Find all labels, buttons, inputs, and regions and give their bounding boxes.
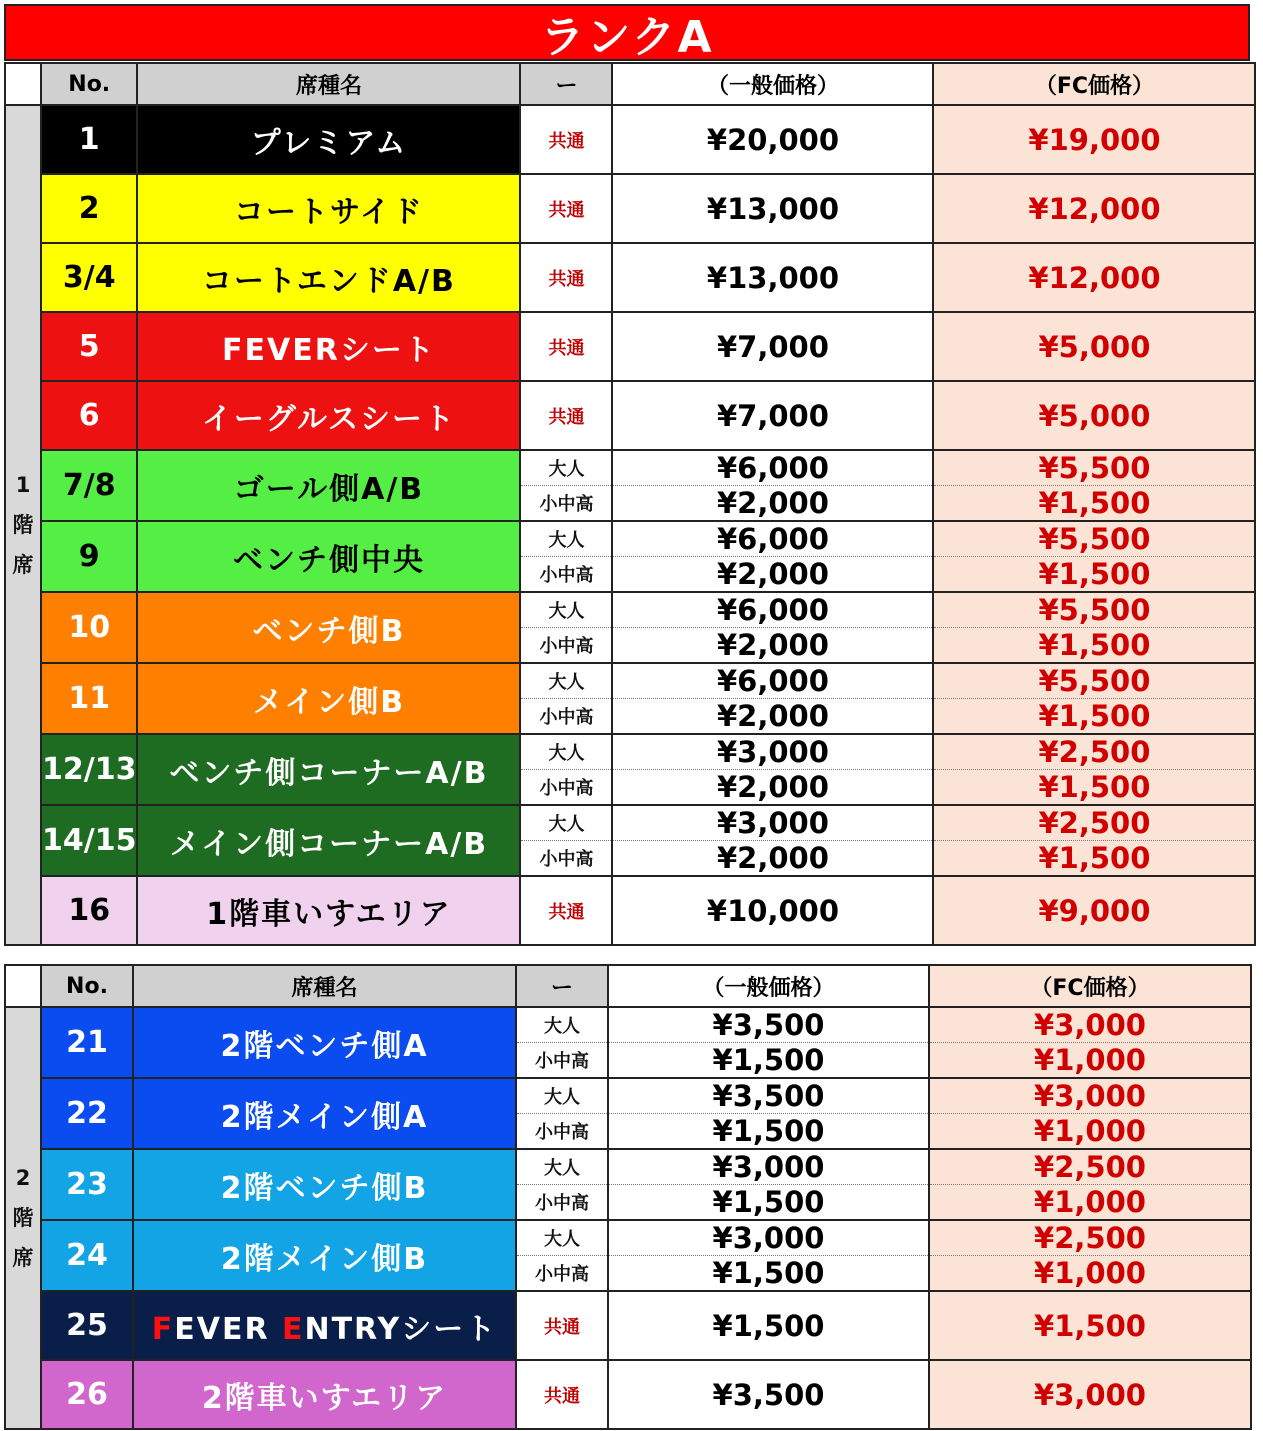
ticket-type: 小中高 bbox=[520, 628, 612, 664]
fc-price: ¥3,000 bbox=[929, 1078, 1251, 1114]
general-price: ¥3,000 bbox=[612, 805, 933, 841]
header-general-price: （一般価格） bbox=[608, 965, 929, 1007]
seat-number: 14/15 bbox=[41, 805, 137, 876]
floor-label-char: 階 bbox=[12, 1206, 34, 1230]
seat-number: 21 bbox=[41, 1007, 133, 1078]
seat-name-part: EVER bbox=[174, 1311, 282, 1347]
ticket-type: 大人 bbox=[520, 663, 612, 699]
ticket-type: 大人 bbox=[516, 1220, 608, 1256]
header-seat-name: 席種名 bbox=[133, 965, 516, 1007]
seat-number: 2 bbox=[41, 174, 137, 243]
ticket-type: 共通 bbox=[520, 876, 612, 945]
table-row bbox=[5, 381, 1255, 450]
ticket-type: 大人 bbox=[520, 450, 612, 486]
ticket-type: 共通 bbox=[516, 1360, 608, 1429]
seat-name: ベンチ側コーナーA/B bbox=[137, 734, 520, 805]
seat-number: 12/13 bbox=[41, 734, 137, 805]
fc-price: ¥1,000 bbox=[929, 1043, 1251, 1079]
ticket-type: 大人 bbox=[520, 805, 612, 841]
fc-price: ¥1,500 bbox=[933, 841, 1255, 877]
fc-price: ¥5,000 bbox=[933, 381, 1255, 450]
general-price: ¥1,500 bbox=[608, 1256, 929, 1292]
seat-name: 2階メイン側A bbox=[133, 1078, 516, 1149]
floor-label-char: 1 bbox=[15, 473, 31, 497]
table-row bbox=[5, 450, 1255, 486]
general-price: ¥6,000 bbox=[612, 592, 933, 628]
table-row bbox=[5, 1291, 1251, 1360]
fc-price: ¥1,000 bbox=[929, 1256, 1251, 1292]
fc-price: ¥2,500 bbox=[929, 1149, 1251, 1185]
fc-price: ¥1,000 bbox=[929, 1185, 1251, 1221]
ticket-type: 小中高 bbox=[520, 486, 612, 522]
fc-price: ¥1,500 bbox=[933, 628, 1255, 664]
seat-name: プレミアム bbox=[137, 105, 520, 174]
fc-price: ¥2,500 bbox=[929, 1220, 1251, 1256]
table-row bbox=[5, 805, 1255, 841]
fc-price: ¥12,000 bbox=[933, 243, 1255, 312]
header-no: No. bbox=[41, 965, 133, 1007]
seat-name: ベンチ側B bbox=[137, 592, 520, 663]
ticket-type: 小中高 bbox=[516, 1256, 608, 1292]
table-header-row bbox=[5, 965, 1251, 1007]
fc-price: ¥12,000 bbox=[933, 174, 1255, 243]
ticket-type: 大人 bbox=[520, 734, 612, 770]
general-price: ¥1,500 bbox=[608, 1291, 929, 1360]
seat-name: メイン側B bbox=[137, 663, 520, 734]
table-row bbox=[5, 312, 1255, 381]
seat-name: イーグルスシート bbox=[137, 381, 520, 450]
header-general-price: （一般価格） bbox=[612, 63, 933, 105]
seat-number: 5 bbox=[41, 312, 137, 381]
fc-price: ¥5,000 bbox=[933, 312, 1255, 381]
table-row bbox=[5, 1078, 1251, 1114]
floor-label-char: 席 bbox=[12, 553, 34, 577]
fc-price: ¥5,500 bbox=[933, 521, 1255, 557]
table-header-row bbox=[5, 63, 1255, 105]
fc-price: ¥19,000 bbox=[933, 105, 1255, 174]
header-type: ー bbox=[520, 63, 612, 105]
floor-label-char: 席 bbox=[12, 1246, 34, 1270]
header-type: ー bbox=[516, 965, 608, 1007]
seat-name: 2階メイン側B bbox=[133, 1220, 516, 1291]
page-title: ランクA bbox=[4, 4, 1250, 61]
seat-number: 10 bbox=[41, 592, 137, 663]
seat-number: 9 bbox=[41, 521, 137, 592]
seat-number: 1 bbox=[41, 105, 137, 174]
table-row bbox=[5, 1007, 1251, 1043]
seat-name: コートエンドA/B bbox=[137, 243, 520, 312]
general-price: ¥20,000 bbox=[612, 105, 933, 174]
table-row bbox=[5, 592, 1255, 628]
table-row bbox=[5, 521, 1255, 557]
ticket-type: 小中高 bbox=[520, 699, 612, 735]
seat-name bbox=[133, 1291, 516, 1360]
fc-price: ¥5,500 bbox=[933, 450, 1255, 486]
fc-price: ¥2,500 bbox=[933, 734, 1255, 770]
floor-label-char: 階 bbox=[12, 513, 34, 537]
general-price: ¥2,000 bbox=[612, 699, 933, 735]
ticket-type: 共通 bbox=[520, 105, 612, 174]
seat-name: FEVERシート bbox=[137, 312, 520, 381]
seat-number: 7/8 bbox=[41, 450, 137, 521]
ticket-type: 大人 bbox=[520, 521, 612, 557]
table-row bbox=[5, 663, 1255, 699]
price-table-floor2 bbox=[4, 964, 1252, 1430]
ticket-type: 大人 bbox=[520, 592, 612, 628]
general-price: ¥2,000 bbox=[612, 841, 933, 877]
seat-name: ベンチ側中央 bbox=[137, 521, 520, 592]
price-table-floor1 bbox=[4, 62, 1256, 946]
seat-name: 1階車いすエリア bbox=[137, 876, 520, 945]
general-price: ¥1,500 bbox=[608, 1114, 929, 1150]
table-row bbox=[5, 243, 1255, 312]
general-price: ¥2,000 bbox=[612, 770, 933, 806]
ticket-type: 共通 bbox=[520, 312, 612, 381]
general-price: ¥7,000 bbox=[612, 312, 933, 381]
general-price: ¥2,000 bbox=[612, 628, 933, 664]
ticket-type: 小中高 bbox=[520, 841, 612, 877]
table-row bbox=[5, 105, 1255, 174]
seat-number: 26 bbox=[41, 1360, 133, 1429]
table-row bbox=[5, 1360, 1251, 1429]
general-price: ¥2,000 bbox=[612, 486, 933, 522]
ticket-type: 大人 bbox=[516, 1078, 608, 1114]
seat-number: 3/4 bbox=[41, 243, 137, 312]
header-blank bbox=[5, 965, 41, 1007]
floor-label bbox=[5, 1007, 41, 1429]
general-price: ¥10,000 bbox=[612, 876, 933, 945]
general-price: ¥7,000 bbox=[612, 381, 933, 450]
seat-name: メイン側コーナーA/B bbox=[137, 805, 520, 876]
ticket-type: 小中高 bbox=[516, 1185, 608, 1221]
general-price: ¥3,000 bbox=[612, 734, 933, 770]
seat-number: 11 bbox=[41, 663, 137, 734]
seat-name: 2階ベンチ側A bbox=[133, 1007, 516, 1078]
ticket-type: 共通 bbox=[520, 243, 612, 312]
seat-name-part: NTRYシート bbox=[304, 1311, 498, 1347]
seat-number: 22 bbox=[41, 1078, 133, 1149]
seat-number: 16 bbox=[41, 876, 137, 945]
fc-price: ¥2,500 bbox=[933, 805, 1255, 841]
fc-price: ¥1,500 bbox=[933, 557, 1255, 593]
ticket-type: 大人 bbox=[516, 1149, 608, 1185]
seat-name: 2階車いすエリア bbox=[133, 1360, 516, 1429]
ticket-type: 小中高 bbox=[520, 557, 612, 593]
fc-price: ¥3,000 bbox=[929, 1007, 1251, 1043]
fc-price: ¥1,000 bbox=[929, 1114, 1251, 1150]
seat-number: 25 bbox=[41, 1291, 133, 1360]
header-fc-price: （FC価格） bbox=[933, 63, 1255, 105]
table-row bbox=[5, 1220, 1251, 1256]
general-price: ¥3,500 bbox=[608, 1078, 929, 1114]
fc-price: ¥5,500 bbox=[933, 592, 1255, 628]
table-row bbox=[5, 876, 1255, 945]
fc-price: ¥1,500 bbox=[929, 1291, 1251, 1360]
general-price: ¥6,000 bbox=[612, 450, 933, 486]
fc-price: ¥9,000 bbox=[933, 876, 1255, 945]
table-row bbox=[5, 734, 1255, 770]
fc-price: ¥1,500 bbox=[933, 486, 1255, 522]
ticket-type: 小中高 bbox=[520, 770, 612, 806]
table-row bbox=[5, 1149, 1251, 1185]
general-price: ¥3,000 bbox=[608, 1149, 929, 1185]
floor-label-char: 2 bbox=[15, 1166, 31, 1190]
ticket-type: 共通 bbox=[520, 381, 612, 450]
general-price: ¥3,500 bbox=[608, 1007, 929, 1043]
fc-price: ¥3,000 bbox=[929, 1360, 1251, 1429]
seat-name: 2階ベンチ側B bbox=[133, 1149, 516, 1220]
fc-price: ¥1,500 bbox=[933, 770, 1255, 806]
header-blank bbox=[5, 63, 41, 105]
general-price: ¥1,500 bbox=[608, 1043, 929, 1079]
general-price: ¥2,000 bbox=[612, 557, 933, 593]
seat-name-accent-letter: E bbox=[281, 1311, 305, 1347]
header-fc-price: （FC価格） bbox=[929, 965, 1251, 1007]
general-price: ¥6,000 bbox=[612, 663, 933, 699]
general-price: ¥1,500 bbox=[608, 1185, 929, 1221]
fc-price: ¥5,500 bbox=[933, 663, 1255, 699]
ticket-type: 共通 bbox=[516, 1291, 608, 1360]
general-price: ¥3,500 bbox=[608, 1360, 929, 1429]
header-seat-name: 席種名 bbox=[137, 63, 520, 105]
ticket-type: 大人 bbox=[516, 1007, 608, 1043]
header-no: No. bbox=[41, 63, 137, 105]
ticket-type: 小中高 bbox=[516, 1114, 608, 1150]
general-price: ¥13,000 bbox=[612, 174, 933, 243]
ticket-type: 共通 bbox=[520, 174, 612, 243]
general-price: ¥3,000 bbox=[608, 1220, 929, 1256]
fc-price: ¥1,500 bbox=[933, 699, 1255, 735]
seat-name-accent-letter: F bbox=[151, 1311, 175, 1347]
general-price: ¥13,000 bbox=[612, 243, 933, 312]
general-price: ¥6,000 bbox=[612, 521, 933, 557]
seat-number: 24 bbox=[41, 1220, 133, 1291]
seat-number: 6 bbox=[41, 381, 137, 450]
seat-name: ゴール側A/B bbox=[137, 450, 520, 521]
seat-number: 23 bbox=[41, 1149, 133, 1220]
floor-label bbox=[5, 105, 41, 945]
ticket-type: 小中高 bbox=[516, 1043, 608, 1079]
seat-name: コートサイド bbox=[137, 174, 520, 243]
table-row bbox=[5, 174, 1255, 243]
